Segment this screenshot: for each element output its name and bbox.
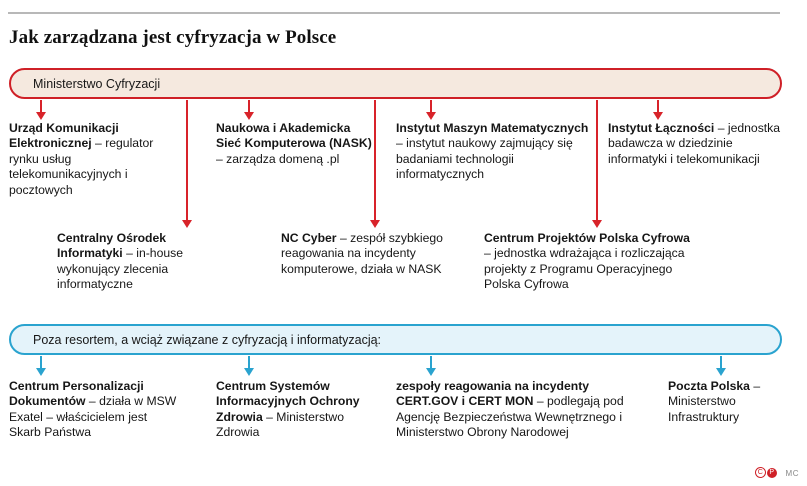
entity-imm-body: – instytut naukowy zajmujący się badaniami technologii informatycznych (396, 136, 573, 182)
entity-poczta-polska-body: – Ministerstwo Infrastruktury (668, 379, 761, 424)
entity-csioz-body: – Ministerstwo Zdrowia (216, 409, 345, 440)
entity-cpd-body: – działa w MSW Exatel – właścicielem jest Skarb Państwa (9, 394, 177, 440)
arrow-outside-to-cert (424, 356, 438, 376)
copyright-icon: C (755, 467, 766, 478)
entity-nc-cyber-heading: NC Cyber (281, 231, 337, 245)
banner-ministry (9, 68, 782, 99)
entity-csioz-heading: Centrum Systemów Informacyjnych Ochrony Zdrowia (216, 379, 360, 424)
entity-cpd-heading: Centrum Personalizacji Dokumentów (9, 379, 144, 409)
arrow-ministry-to-il (651, 100, 665, 120)
banner-outside-label: Poza resortem, a wciąż związane z cyfryzacją i informatyzacją: (33, 332, 382, 347)
entity-cppc (484, 231, 699, 293)
entity-uke (9, 121, 175, 198)
entity-cert-heading: zespoły reagowania na incydenty CERT.GOV i CERT MON (396, 379, 590, 409)
entity-imm-heading: Instytut Maszyn Matematycznych (396, 121, 589, 135)
arrow-outside-to-cpd (34, 356, 48, 376)
entity-uke-body: – regulator rynku usług telekomunikacyjnych i pocztowych (9, 136, 154, 197)
entity-coi-body: – in-house wykonujący zlecenia informatyczne (57, 246, 184, 292)
entity-nask-heading: Naukowa i Akademicka Sieć Komputerowa (NASK) (216, 121, 372, 151)
entity-cppc-body: – jednostka wdrażająca i rozliczająca projekty z Programu Operacyjnego Polska Cyfrowa (484, 246, 685, 292)
copyright-mark (755, 466, 777, 478)
arrow-outside-to-csioz (242, 356, 256, 376)
arrow-ministry-to-cppc (590, 100, 604, 228)
entity-poczta-polska-heading: Poczta Polska (668, 379, 750, 393)
entity-poczta-polska (668, 379, 798, 425)
entity-instytut-lacznosci-body: – jednostka badawcza w dziedzinie informatyki i telekomunikacji (608, 121, 781, 166)
arrow-ministry-to-nask (242, 100, 256, 120)
entity-cert (396, 379, 652, 441)
arrow-ministry-to-coi (180, 100, 194, 228)
published-icon: P (767, 468, 777, 478)
banner-ministry-label: Ministerstwo Cyfryzacji (33, 76, 161, 91)
entity-nc-cyber (281, 231, 463, 277)
top-divider (8, 12, 780, 14)
entity-nask (216, 121, 376, 167)
entity-nask-body: – zarządza domeną .pl (216, 151, 340, 166)
page-title: Jak zarządzana jest cyfryzacja w Polsce (9, 27, 337, 48)
entity-cppc-heading: Centrum Projektów Polska Cyfrowa (484, 231, 690, 245)
arrow-outside-to-poczta (714, 356, 728, 376)
entity-nc-cyber-body: – zespół szybkiego reagowania na incydenty komputerowe, działa w NASK (281, 231, 443, 276)
author-initials: MC (785, 469, 799, 478)
arrow-ministry-to-imm (424, 100, 438, 120)
entity-imm (396, 121, 592, 183)
entity-uke-heading: Urząd Komunikacji Elektronicznej (9, 121, 119, 151)
entity-coi (57, 231, 232, 293)
entity-csioz (216, 379, 386, 441)
banner-outside-ministry (9, 324, 782, 355)
entity-cert-body: – podlegają pod Agencję Bezpieczeństwa Wewnętrznego i Ministerstwo Obrony Narodowej (396, 394, 624, 440)
entity-instytut-lacznosci-heading: Instytut Łączności (608, 121, 715, 135)
entity-cpd (9, 379, 181, 441)
entity-instytut-lacznosci (608, 121, 788, 167)
entity-coi-heading: Centralny Ośrodek Informatyki (57, 231, 167, 261)
arrow-ministry-to-uke (34, 100, 48, 120)
